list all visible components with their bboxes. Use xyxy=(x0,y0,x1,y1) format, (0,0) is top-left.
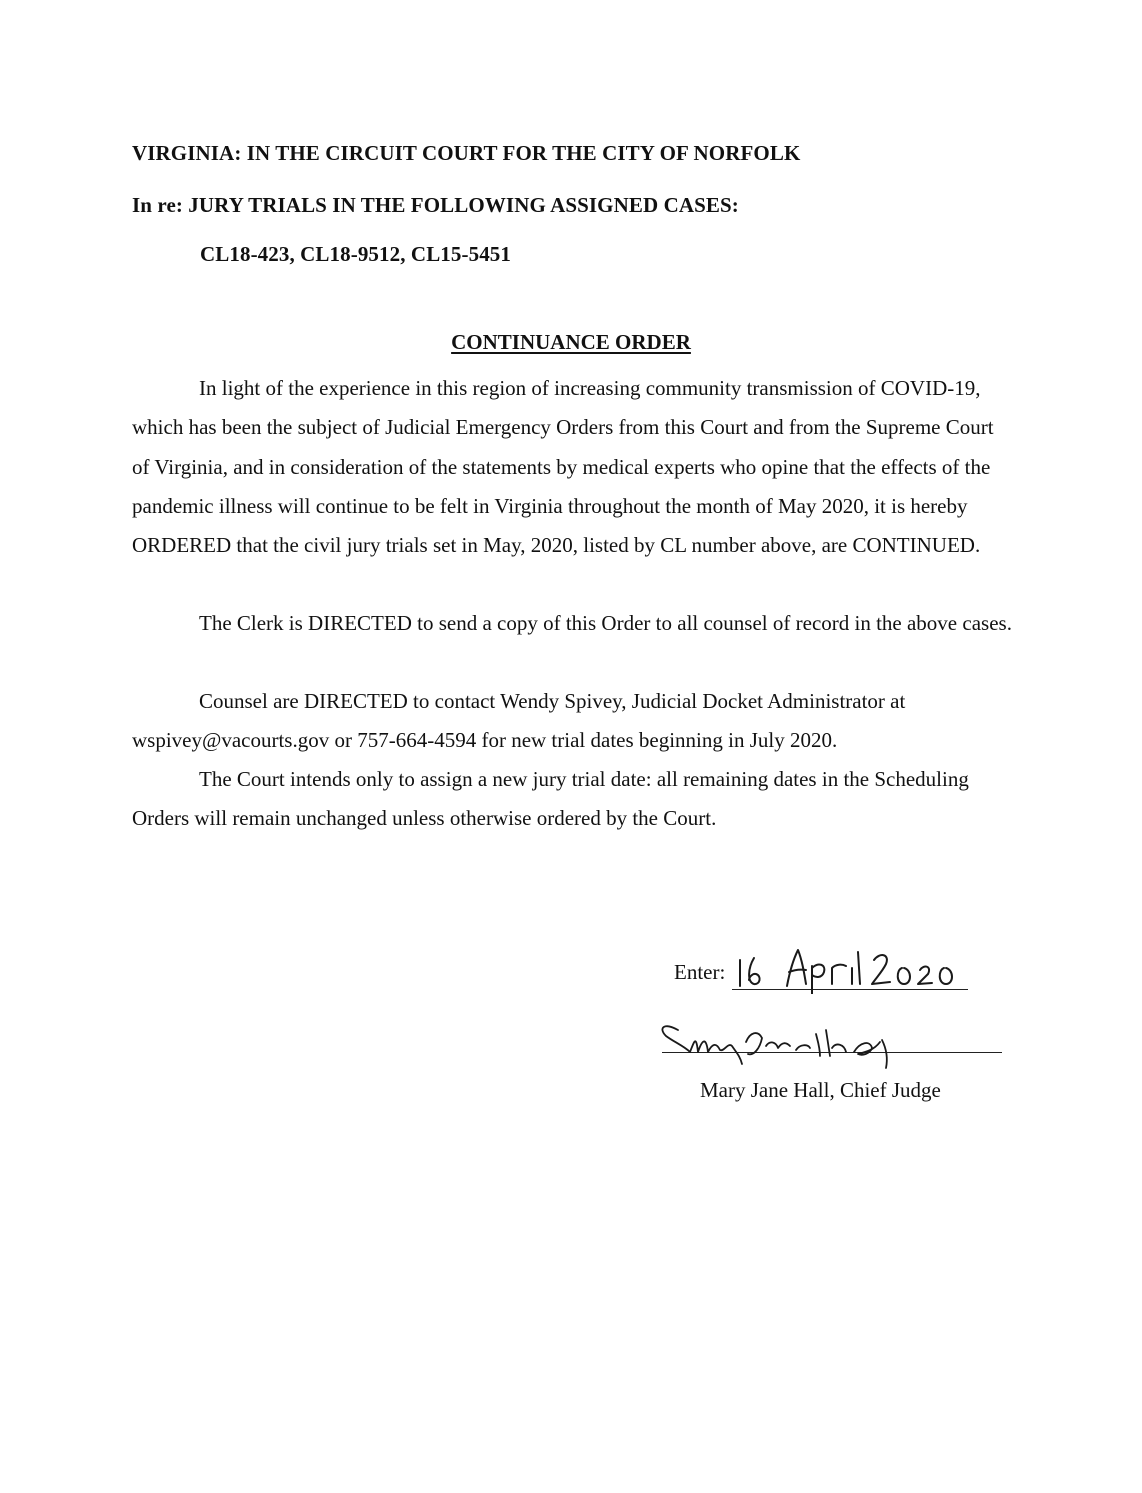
entry-date-block xyxy=(674,938,1004,998)
order-paragraph-1 xyxy=(132,369,1012,565)
order-title xyxy=(0,330,1142,355)
paragraph-text: Counsel are DIRECTED to contact Wendy Spivey, Judicial Docket Administrator at wspivey@vacourts.gov or 757-664-4594 for new trial dates beginning in July 2020. xyxy=(132,689,906,753)
order-paragraph-4 xyxy=(132,760,1012,839)
paragraph-text: The Clerk is DIRECTED to send a copy of this Order to all counsel of record in the above cases. xyxy=(199,611,1012,635)
signer-name: Mary Jane Hall, Chief Judge xyxy=(700,1078,941,1102)
order-title-text: CONTINUANCE ORDER xyxy=(451,330,691,354)
court-heading: VIRGINIA: IN THE CIRCUIT COURT FOR THE CITY OF NORFOLK xyxy=(132,141,801,165)
case-numbers: CL18-423, CL18-9512, CL15-5451 xyxy=(200,242,511,266)
in-re-heading: In re: JURY TRIALS IN THE FOLLOWING ASSIGNED CASES: xyxy=(132,193,739,217)
handwritten-date xyxy=(732,938,972,994)
signature-block xyxy=(650,1012,1010,1112)
paragraph-text: The Court intends only to assign a new jury trial date: all remaining dates in the Scheduling Orders will remain unchanged unless otherwise ordered by the Court. xyxy=(132,767,969,831)
paragraph-text: In light of the experience in this region of increasing community transmission of COVID-19, which has been the subject of Judicial Emergency Orders from this Court and from the Supreme Court of Virginia, and in consideration of the statements by medical experts who opine that the effects of the pandemic illness will continue to be felt in Virginia throughout the month of May 2020, it is hereby ORDERED that the civil jury trials set in May, 2020, listed by CL number above, are CONTINUED. xyxy=(132,376,994,558)
order-paragraph-2 xyxy=(132,604,1012,643)
enter-label: Enter: xyxy=(674,960,726,984)
handwritten-signature xyxy=(650,1012,970,1072)
order-paragraph-3 xyxy=(132,682,1012,761)
